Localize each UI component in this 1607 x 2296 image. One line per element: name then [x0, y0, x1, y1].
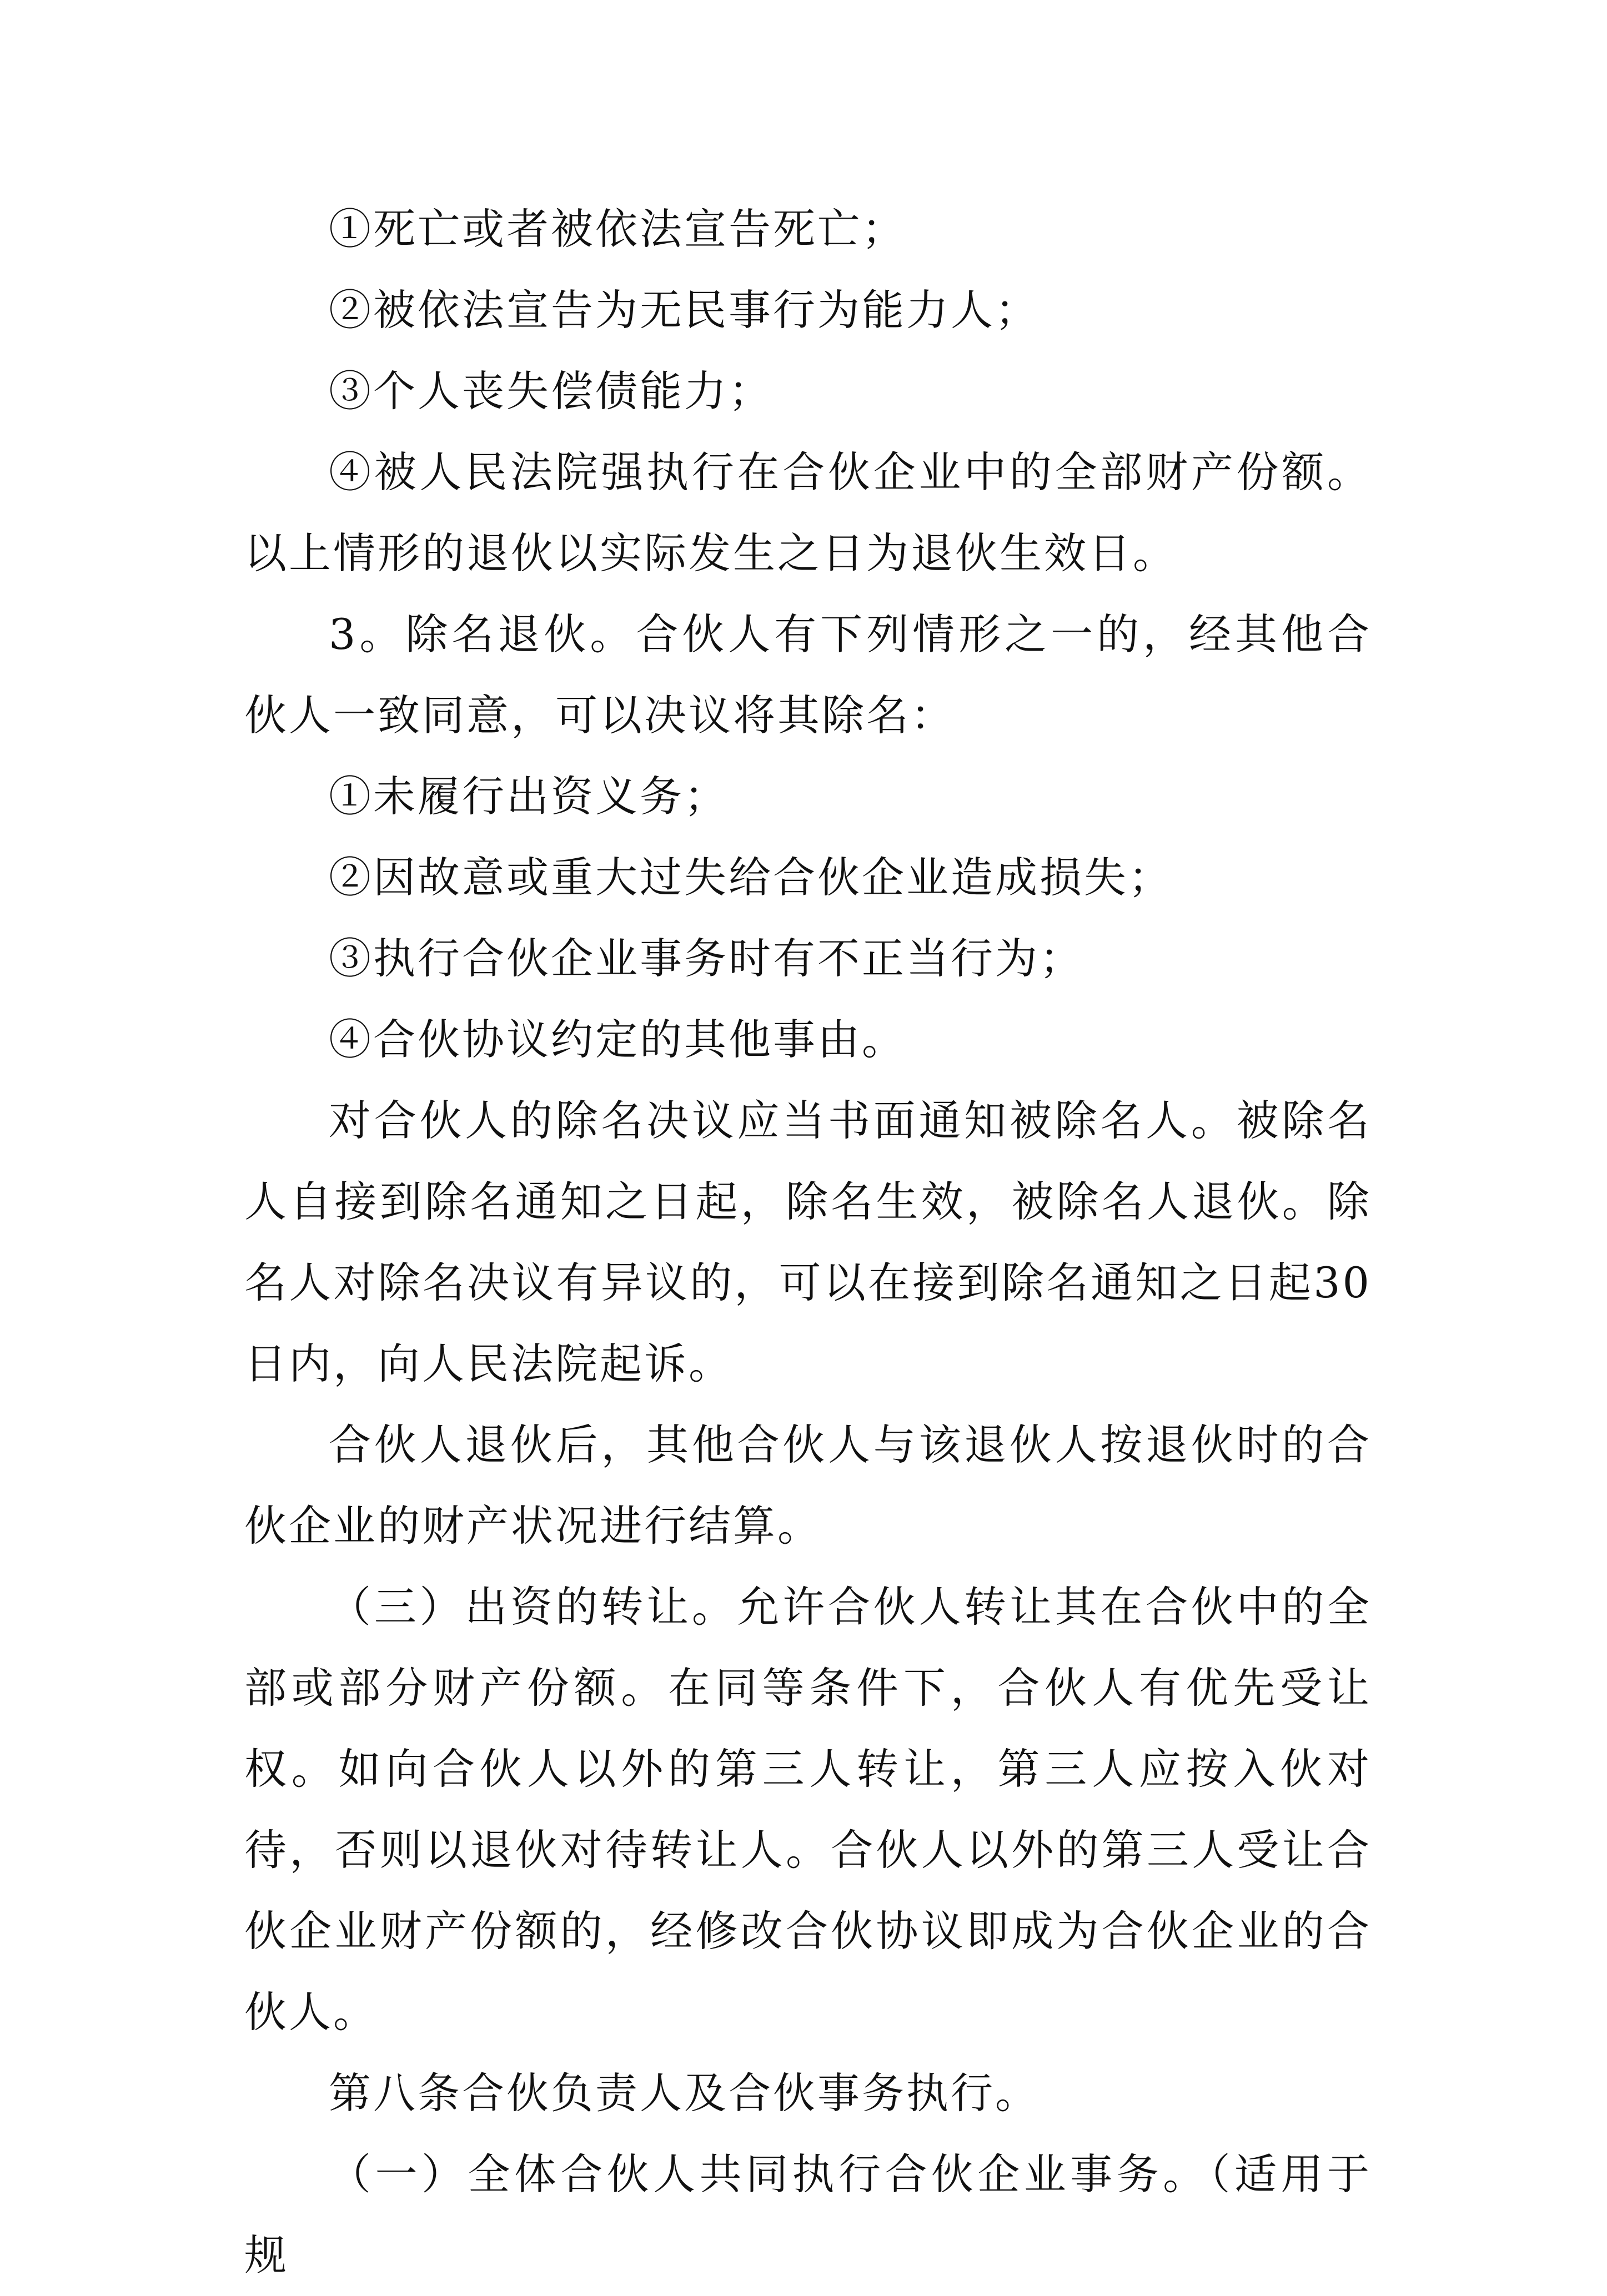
paragraph-expulsion-item-2: ②因故意或重大过失给合伙企业造成损失； — [329, 853, 1173, 902]
paragraph-expulsion-notice: 对合伙人的除名决议应当书面通知被除名人。被除名人自接到除名通知之日起，除名生效，被除名人退伙。除名人对除名决议有异议的，可以在接到除名通知之日起30日内，向人民法院起诉。 — [244, 1096, 1372, 1388]
paragraph-insolvency: ③个人丧失偿债能力； — [329, 366, 773, 416]
paragraph-expulsion-heading: 3。除名退伙。合伙人有下列情形之一的，经其他合伙人一致同意，可以决议将其除名： — [244, 610, 1372, 740]
paragraph-incapacity: ②被依法宣告为无民事行为能力人； — [329, 285, 1039, 335]
paragraph-enforcement: ④被人民法院强执行在合伙企业中的全部财产份额。以上情形的退伙以实际发生之日为退伙生效日。 — [244, 447, 1372, 578]
paragraph-settlement: 合伙人退伙后，其他合伙人与该退伙人按退伙时的合伙企业的财产状况进行结算。 — [244, 1420, 1372, 1550]
paragraph-transfer: （三）出资的转让。允许合伙人转让其在合伙中的全部或部分财产份额。在同等条件下，合伙人有优先受让权。如向合伙人以外的第三人转让，第三人应按入伙对待，否则以退伙对待转让人。合伙人以外的第三人受让合伙企业财产份额的，经修改合伙协议即成为合伙企业的合伙人。 — [244, 1582, 1372, 2037]
paragraph-article-8: 第八条合伙负责人及合伙事务执行。 — [329, 2068, 1039, 2118]
paragraph-death: ①死亡或者被依法宣告死亡； — [329, 204, 906, 254]
paragraph-expulsion-item-4: ④合伙协议约定的其他事由。 — [329, 1015, 906, 1064]
paragraph-expulsion-item-1: ①未履行出资义务； — [329, 772, 729, 821]
body-text — [244, 189, 1372, 2296]
paragraph-expulsion-item-3: ③执行合伙企业事务时有不正当行为； — [329, 934, 1084, 983]
paragraph-joint-execution: （一）全体合伙人共同执行合伙企业事务。（适用于规 — [244, 2149, 1372, 2280]
